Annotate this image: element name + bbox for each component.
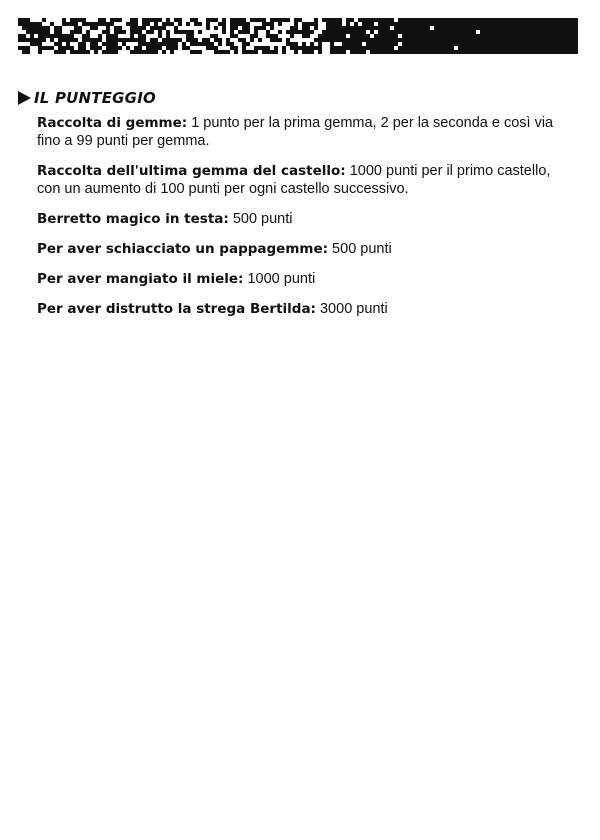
score-entry-gem-eater — [37, 240, 568, 258]
score-entry-text: 1000 punti — [243, 271, 316, 287]
score-entry-label: Raccolta di gemme: — [37, 115, 188, 131]
header-pixel-band — [18, 18, 580, 54]
score-entry-text: 1 punto per la prima gemma, 2 per la seconda e così via fino a 99 punti per gemma. — [37, 115, 554, 149]
score-entry-witch — [37, 300, 568, 318]
scoring-section — [18, 88, 568, 330]
score-entry-magic-hat — [37, 210, 568, 228]
section-heading — [18, 88, 568, 108]
score-entry-text: 500 punti — [228, 211, 293, 227]
score-entry-last-gem — [37, 162, 568, 198]
score-entry-label: Raccolta dell'ultima gemma del castello: — [37, 163, 346, 179]
score-list — [18, 114, 568, 318]
score-entry-label: Berretto magico in testa: — [37, 211, 229, 227]
score-entry-gems — [37, 114, 568, 150]
score-entry-label: Per aver distrutto la strega Bertilda: — [37, 301, 316, 317]
score-entry-label: Per aver schiacciato un pappagemme: — [37, 241, 329, 257]
arrow-right-icon — [18, 91, 31, 105]
score-entry-text: 500 punti — [328, 241, 392, 257]
score-entry-text: 1000 punti per il primo castello, con un aumento di 100 punti per ogni castello successivo. — [37, 163, 551, 197]
score-entry-text: 3000 punti — [315, 301, 388, 317]
score-entry-label: Per aver mangiato il miele: — [37, 271, 244, 287]
header-pixel-pattern — [18, 18, 580, 54]
score-entry-honey — [37, 270, 568, 288]
section-heading-text: IL PUNTEGGIO — [34, 89, 156, 107]
